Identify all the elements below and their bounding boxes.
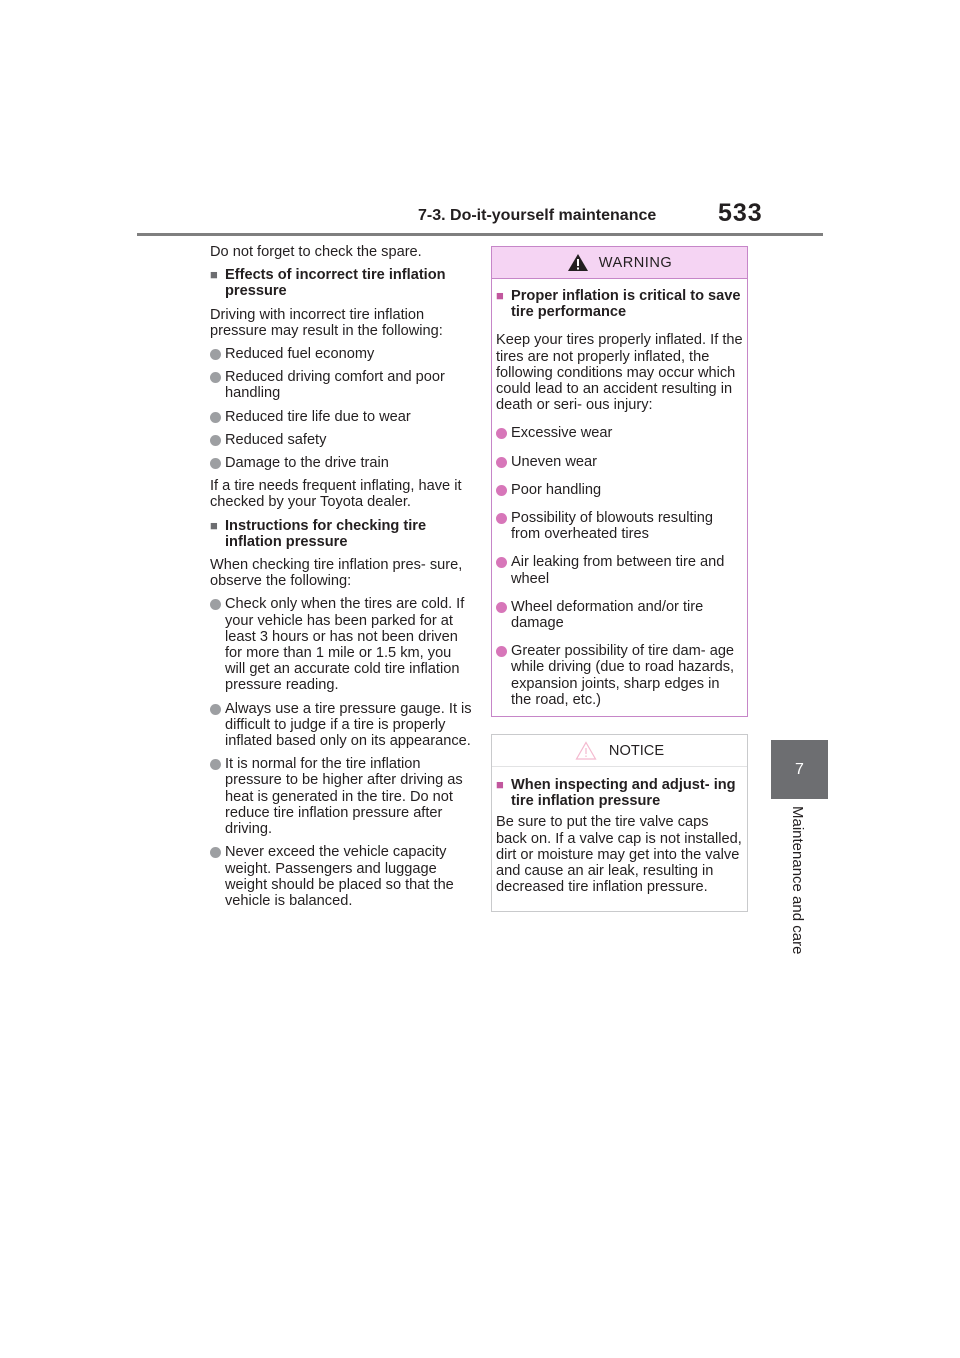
list-item: Reduced tire life due to wear: [210, 409, 472, 425]
chapter-label: Maintenance and care: [789, 806, 806, 955]
main-column: [210, 244, 472, 916]
notice-heading: ■ When inspecting and adjust- ing tire inflation pressure: [496, 777, 736, 810]
warning-box: [491, 246, 748, 717]
bullet-icon: [210, 759, 221, 770]
section-title: 7-3. Do-it-yourself maintenance: [418, 207, 657, 224]
list-item: Never exceed the vehicle capacity weight. Passengers and luggage weight should be placed so that the vehicle is balanced.: [210, 844, 472, 909]
square-bullet-icon: ■: [210, 517, 218, 533]
bullet-icon: [210, 349, 221, 360]
bullet-icon: [210, 704, 221, 715]
list-item: Reduced safety: [210, 432, 472, 448]
section-text: If a tire needs frequent inflating, have it checked by your Toyota dealer.: [210, 478, 462, 511]
notice-triangle-icon: [575, 741, 597, 760]
list-item: Reduced driving comfort and poor handling: [210, 369, 472, 401]
list-item: Damage to the drive train: [210, 455, 472, 471]
section-text: Driving with incorrect tire inflation pressure may result in the following:: [210, 306, 443, 339]
notice-header: [492, 735, 747, 767]
list-item: Poor handling: [496, 482, 743, 498]
notice-label: NOTICE: [608, 742, 665, 759]
square-bullet-icon: ■: [210, 267, 218, 283]
bullet-icon: [496, 557, 507, 568]
warning-text: Keep your tires properly inflated. If the tires are not properly inflated, the following conditions may occur which could lead to an accident resulting in death or seri- ous injury:: [496, 332, 743, 414]
bullet-icon: [210, 847, 221, 858]
square-bullet-icon: ■: [496, 288, 504, 303]
page-number: 533: [718, 199, 763, 227]
bullet-icon: [496, 428, 507, 439]
chapter-number: 7: [795, 760, 804, 778]
list-item: Air leaking from between tire and wheel: [496, 554, 743, 586]
warning-heading: ■ Proper inflation is critical to save tire performance: [496, 288, 741, 321]
list-item: Check only when the tires are cold. If your vehicle has been parked for at least 3 hours or has not been driven for more than 1 mile or 1.5 km, you will get an accurate cold tire inflation pressure reading.: [210, 596, 472, 693]
list-item: Greater possibility of tire dam- age while driving (due to road hazards, expansion joints, sharp edges in the road, etc.): [496, 643, 743, 708]
bullet-icon: [496, 602, 507, 613]
list-item: Reduced fuel economy: [210, 346, 472, 362]
list-item: Always use a tire pressure gauge. It is difficult to judge if a tire is properly inflated based only on its appearance.: [210, 701, 472, 750]
section-heading-incorrect-pressure: ■ Effects of incorrect tire inflation pressure: [210, 267, 446, 300]
bullet-icon: [496, 513, 507, 524]
bullet-icon: [496, 646, 507, 657]
warning-header: [492, 247, 747, 279]
warning-label: WARNING: [598, 254, 673, 271]
warning-triangle-icon: [567, 253, 589, 272]
list-item: Excessive wear: [496, 425, 743, 441]
list-item: Wheel deformation and/or tire damage: [496, 599, 743, 631]
notice-box: [491, 734, 748, 912]
bullet-icon: [496, 485, 507, 496]
list-item: It is normal for the tire inflation pressure to be higher after driving as heat is generated in the tire. Do not reduce tire inflation pressure after driving.: [210, 756, 472, 837]
bullet-icon: [210, 412, 221, 423]
intro-text: Do not forget to check the spare.: [210, 244, 422, 260]
bullet-icon: [210, 458, 221, 469]
list-item: Possibility of blowouts resulting from overheated tires: [496, 510, 743, 542]
chapter-tab[interactable]: [771, 740, 828, 799]
section-heading-checking-pressure: ■ Instructions for checking tire inflation pressure: [210, 517, 427, 550]
bullet-icon: [210, 599, 221, 610]
bullet-icon: [496, 457, 507, 468]
list-item: Uneven wear: [496, 454, 743, 470]
header-rule: [137, 233, 823, 236]
notice-text: Be sure to put the tire valve caps back on. If a valve cap is not installed, dirt or moisture may get into the valve and cause an air leak, resulting in decreased tire inflation pressure.: [496, 814, 742, 896]
square-bullet-icon: ■: [496, 777, 504, 792]
bullet-icon: [210, 372, 221, 383]
section-text: When checking tire inflation pres- sure, observe the following:: [210, 557, 463, 590]
bullet-icon: [210, 435, 221, 446]
